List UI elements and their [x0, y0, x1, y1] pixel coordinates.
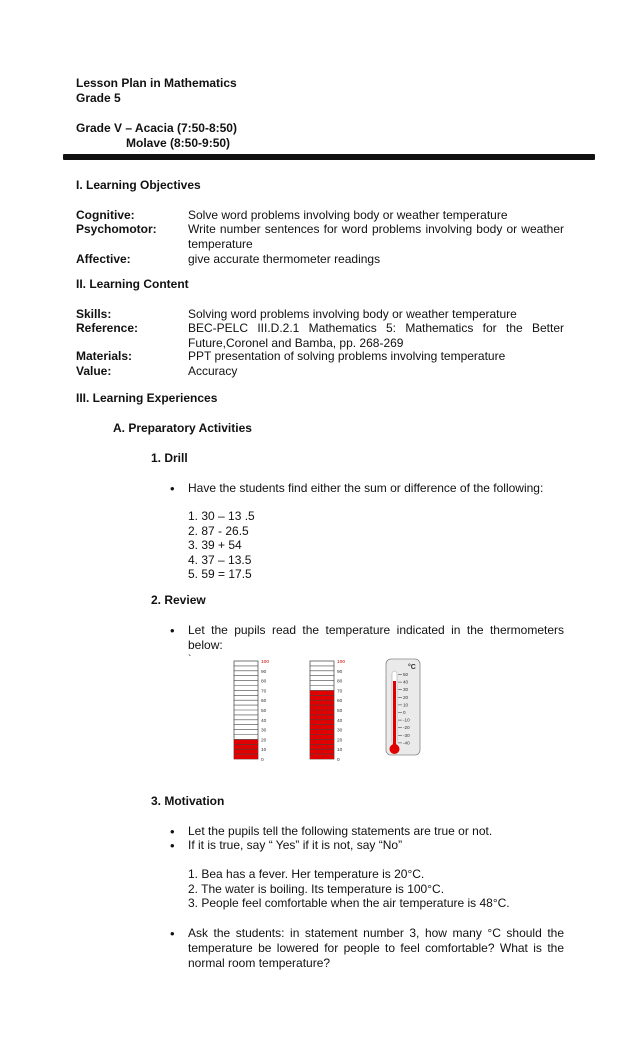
section-line-2: Molave (8:50-9:50) [126, 136, 231, 150]
dial-label: 20 [403, 694, 409, 700]
materials-text: PPT presentation of solving problems involving temperature [188, 349, 506, 363]
value-label: Value: [76, 364, 112, 378]
drill-instruction: Have the students find either the sum or difference of the following: [188, 481, 544, 495]
scale-label: 60 [337, 699, 343, 705]
psychomotor-text: Write number sentences for word problems involving body or weather temperature [188, 222, 564, 251]
unit-label: °C [408, 664, 416, 671]
list-item: 5. 59 = 17.5 [188, 567, 252, 581]
thermometer-dial [386, 659, 420, 755]
motivation-bullet-1: Let the pupils tell the following statements are true or not. [188, 824, 493, 838]
thermometers-image [228, 657, 428, 767]
drill-heading: 1. Drill [151, 451, 188, 465]
dial-label: 50 [403, 672, 409, 677]
value-text: Accuracy [188, 364, 238, 378]
thermometer-2 [310, 659, 345, 763]
thermometer-1 [234, 659, 269, 763]
scale-label: 30 [337, 728, 343, 734]
materials-label: Materials: [76, 349, 133, 363]
scale-label: 20 [337, 738, 343, 744]
scale-label: 50 [261, 709, 267, 714]
drill-items [188, 509, 255, 582]
cognitive-text: Solve word problems involving body or weather temperature [188, 208, 508, 222]
section-line-1: Grade V – Acacia (7:50-8:50) [76, 121, 237, 135]
dial-label: -20 [403, 725, 410, 731]
scale-label: 40 [337, 718, 343, 724]
scale-label: 80 [261, 679, 267, 685]
scale-label: 0 [337, 758, 340, 763]
scale-label: 0 [261, 758, 264, 763]
review-heading: 2. Review [151, 593, 206, 607]
skills-label: Skills: [76, 307, 112, 321]
dial-mercury [393, 681, 396, 747]
scale-label: 90 [337, 669, 343, 675]
cognitive-label: Cognitive: [76, 208, 135, 222]
review-instruction: Let the pupils read the temperature indicated in the thermometers below: [188, 623, 564, 652]
bullet-marker: • [170, 481, 175, 496]
scale-label: 20 [261, 738, 267, 744]
list-item: 4. 37 – 13.5 [188, 552, 252, 567]
scale-label: 30 [261, 728, 267, 734]
motivation-items [188, 867, 510, 911]
list-item: 1. 30 – 13 .5 [188, 509, 255, 523]
preparatory-heading: A. Preparatory Activities [113, 421, 252, 435]
objectives-heading: I. Learning Objectives [76, 178, 201, 192]
list-item: 2. 87 - 26.5 [188, 523, 249, 538]
header-divider [63, 154, 595, 160]
experiences-heading: III. Learning Experiences [76, 391, 218, 405]
scale-label: 10 [261, 748, 267, 754]
dial-label: 0 [403, 710, 406, 715]
dial-label: 40 [403, 679, 409, 685]
affective-text: give accurate thermometer readings [188, 252, 381, 266]
content-heading: II. Learning Content [76, 277, 189, 291]
dial-label: -30 [403, 732, 410, 738]
scale-label: 70 [261, 689, 267, 695]
document-title: Lesson Plan in Mathematics [76, 76, 237, 90]
reference-label: Reference: [76, 321, 139, 335]
dial-label: -40 [403, 740, 410, 746]
scale-label: 70 [337, 689, 343, 695]
stray-mark: ` [188, 654, 192, 665]
scale-label: 60 [261, 699, 267, 705]
list-item: 3. People feel comfortable when the air temperature is 48°C. [188, 896, 510, 910]
dial-bulb [390, 744, 400, 754]
dial-label: -10 [403, 717, 410, 723]
dial-label: 30 [403, 687, 409, 693]
scale-label: 80 [337, 679, 343, 685]
scale-label: 40 [261, 718, 267, 724]
grade-label: Grade 5 [76, 91, 121, 105]
bullet-marker: • [170, 926, 175, 941]
psychomotor-label: Psychomotor: [76, 222, 157, 236]
affective-label: Affective: [76, 252, 131, 266]
scale-label: 100 [261, 660, 270, 665]
list-item: 3. 39 + 54 [188, 538, 242, 552]
motivation-heading: 3. Motivation [151, 794, 225, 808]
scale-label: 100 [337, 660, 346, 665]
list-item: 2. The water is boiling. Its temperature is 100°C. [188, 881, 445, 896]
bullet-marker: • [170, 623, 175, 638]
reference-text: BEC-PELC III.D.2.1 Mathematics 5: Mathematics for the Better Future,Coronel and Bamba, pp. 268-269 [188, 321, 564, 350]
bullet-marker: • [170, 838, 175, 853]
skills-text: Solving word problems involving body or weather temperature [188, 307, 517, 321]
scale-label: 90 [261, 669, 267, 675]
dial-label: 10 [403, 702, 409, 708]
list-item: 1. Bea has a fever. Her temperature is 20°C. [188, 867, 425, 881]
bullet-marker: • [170, 824, 175, 839]
motivation-question: Ask the students: in statement number 3, how many °C should the temperature be lowered for people to feel comfortable? What is the normal room temperature? [188, 926, 564, 970]
scale-label: 50 [337, 709, 343, 714]
scale-label: 10 [337, 748, 343, 754]
motivation-bullet-2: If it is true, say “ Yes” if it is not, say “No” [188, 838, 403, 852]
